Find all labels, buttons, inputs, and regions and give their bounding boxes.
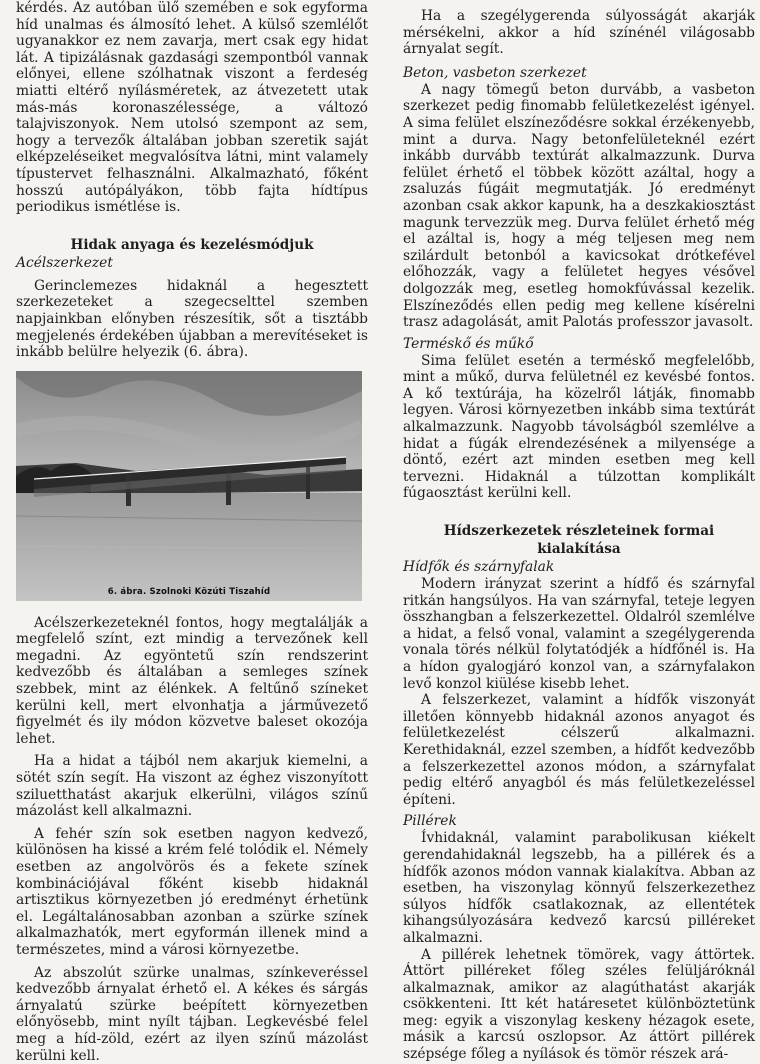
bridge-photo [16,371,362,601]
grey-color-paragraph: Az abszolút szürke unalmas, színkeveréssel kedvezőbb árnyalat érhető el. A kékes és sárgás árnyalatú szürke beépített környezetben előnyösebb, mint nyílt tájban. Legkevésbé felel meg a híd-zöld, ezért az ilyen színű mázolást kerülni kell. [16,964,368,1064]
piers-paragraph-2: A pillérek lehetnek tömörek, vagy áttörtek. Áttört pilléreket főleg széles felüljáróknál alkalmaznak, amikor az alagúthatást akarják csökkenteni. Itt két határesetet különböztetünk meg: egyik a viszonylag keskeny hézagok esete, másik a karcsú oszlopsor. Az áttört pillérek szépsége főleg a nyílások és tömör részek ará- [403,946,755,1063]
subheading-piers: Pillérek [403,813,457,830]
section-heading-materials: Hidak anyaga és kezelésmódjuk [70,236,314,253]
abutments-paragraph-1: Modern irányzat szerint a hídfő és szárnyfal ritkán hangsúlyos. Ha van szárnyfal, teteje legyen összhangban a felszerkezettel. Oldalról szemlélve a hidat, a felső vonal, valamint a szegélygerenda vonala törés nélkül folytatódjék a hídfőnél is. Ha a hídon gyalogjáró konzol van, a szárnyfalakon levő konzol kiülése kisebb lehet. [403,576,755,692]
section-heading-details: Hídszerkezetek részleteinek formai kialakítása [443,523,715,558]
subheading-stone: Terméskő és műkő [403,335,534,352]
piers-paragraph-1: Ívhidaknál, valamint parabolikusan kiékelt gerendahidaknál legszebb, ha a pillérek és a hídfők azonos módon vannak kialakítva. Abban az esetben, ha viszonylag könnyű felszerkezethez súlyos hídfők csatlakoznak, az ellentétek kihangsúlyozására kedvező karcsú pilléreket alkalmazni. [403,830,755,946]
steel-color-paragraph: Acélszerkezeteknél fontos, hogy megtalálják a megfelelő színt, ezt mindig a tervezőnek kell megadni. Az egyöntetű szín rendszerint kedvezőbb és általában a semleges színek szebbek, mint az élénkek. A feltűnő színeket kerülni kell, mert elvonhatja a járművezető figyelmét és ily módon közvetve baleset okozója lehet. [16,614,368,747]
subheading-steel: Acélszerkezet [16,254,113,271]
subheading-concrete: Beton, vasbeton szerkezet [403,64,587,81]
subheading-abutments: Hídfők és szárnyfalak [403,559,555,576]
bridge-photo-figure [16,371,362,601]
right-column [403,0,755,1063]
left-column [16,0,368,1064]
stone-paragraph: Sima felület esetén a terméskő megfelelőbb, mint a műkő, durva felületnél ez kevésbé fontos. A kő textúrája, ha közelről látják, finomabb legyen. Városi környezetben inkább sima textúrát alkalmazzunk. Nagyobb távolságból szemlélve a hidat a fúgák elrendezésének a milyensége a döntő, ezért azt minden esetben meg kell tervezni. Hidaknál a túlzottan komplikált fúgaosztást kerülni kell. [403,352,755,502]
intro-paragraph-right: Ha a szegélygerenda súlyosságát akarják mérsékelni, akkor a híd színénél világosabb árnyalat segít. [403,8,755,58]
white-color-paragraph: A fehér szín sok esetben nagyon kedvező, különösen ha kissé a krém felé tolódik el. Némely esetben az angolvörös és a fekete színek kombinációjával főként kisebb hidaknál artisztikus környezetben jó eredményt érhetünk el. Legáltalánosabban azonban a szürke színek alkalmazhatók, mert egyformán illenek mind a természetes, mind a városi környezetbe. [16,825,368,958]
steel-paragraph: Gerinclemezes hidaknál a hegesztett szerkezeteket a szegecselttel szemben napjainkban előnyben részesítik, sőt a tisztább megjelenés érdekében újabban a merevítéseket is inkább belülre helyezik (6. ábra). [16,277,368,361]
concrete-paragraph: A nagy tömegű beton durvább, a vasbeton szerkezet pedig finomabb felületkezelést igényel. A sima felület elszíneződésre sokkal érzékenyebb, mint a durva. Nagy betonfelületeknél ezért inkább durvább textúrát alkalmazzunk. Durva felület érhető el többek között azáltal, hogy a zsaluzás fúgáit megmutatják. Jó eredményt azonban csak akkor kapunk, ha a deszkakiosztást magunk tervezzük meg. Durva felület érhető még el azáltal is, hogy a még teljesen meg nem szilárdult betonból a kavicsokat drótkefével előhozzák, vagy a felületet hegyes vésővel dolgozzák meg, esetleg homokfúvással kezelik. Elszíneződés ellen pedig meg kellene kísérelni trasz adagolását, amit Palotás professzor javasolt. [403,81,755,331]
dark-color-paragraph: Ha a hidat a tájból nem akarjuk kiemelni, a sötét szín segít. Ha viszont az éghez viszonyított sziluetthatást akarjuk elkerülni, világos színű mázolást kell alkalmazni. [16,753,368,820]
intro-paragraph-left: kérdés. Az autóban ülő szemében e sok egyforma híd unalmas és álmosító lehet. A külső szemlélőt ugyanakkor ez nem zavarja, mert csak egy hidat lát. A tipizálásnak gazdasági szempontból vannak előnyei, ellene szólhatnak viszont a ferdeség miatti eltérő nyílásméretek, az átvezetett utak más-más koronaszélessége, a változó talajviszonyok. Nem utolsó szempont az sem, hogy a tervezők általában jobban szeretik saját elképzeléseiket megvalósítva látni, mint valamely típustervet felhasználni. Alkalmazható, főként hosszú autópályákon, több fajta hídtípus periodikus ismétlése is. [16,0,368,216]
figure-caption: 6. ábra. Szolnoki Közúti Tiszahíd [107,586,271,597]
abutments-paragraph-2: A felszerkezet, valamint a hídfők viszonyát illetően könnyebb hidaknál azonos anyagot és felületkezelést célszerű alkalmazni. Kerethidaknál, ezzel szemben, a hídfőt kedvezőbb a felszerkezettel azonos módon, a szárnyfalat pedig eltérő anyagból és más felületkezeléssel építeni. [403,692,755,808]
